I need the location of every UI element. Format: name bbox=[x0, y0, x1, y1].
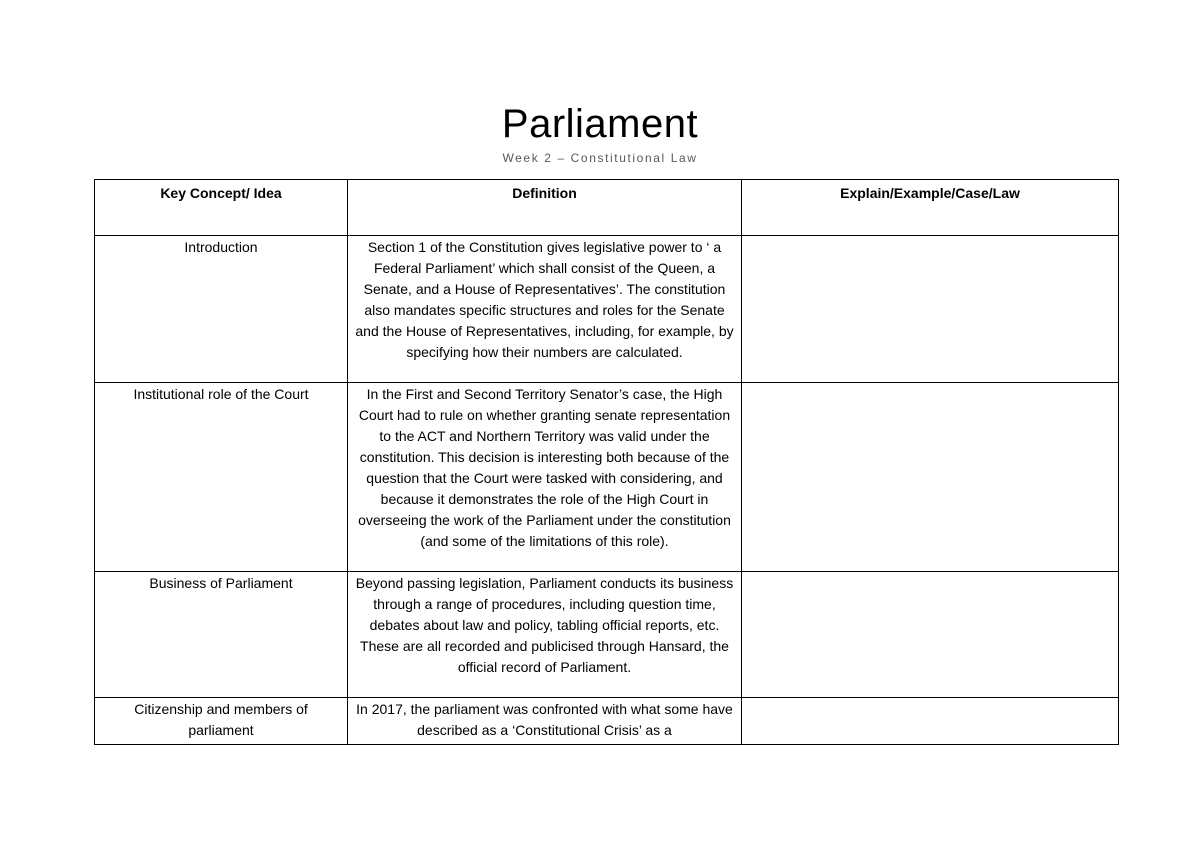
concept-cell: Institutional role of the Court bbox=[95, 383, 348, 572]
column-header-definition: Definition bbox=[348, 180, 742, 236]
page-subtitle: Week 2 – Constitutional Law bbox=[502, 151, 698, 165]
explain-cell bbox=[742, 236, 1119, 383]
column-header-key-concept: Key Concept/ Idea bbox=[95, 180, 348, 236]
explain-cell bbox=[742, 698, 1119, 745]
explain-cell bbox=[742, 383, 1119, 572]
table-header-row bbox=[95, 180, 1119, 236]
concept-table bbox=[94, 179, 1119, 745]
definition-cell: In 2017, the parliament was confronted with what some have described as a ‘Constitutional Crisis’ as a bbox=[348, 698, 742, 745]
definition-cell: Section 1 of the Constitution gives legislative power to ‘ a Federal Parliament’ which shall consist of the Queen, a Senate, and a House of Representatives’. The constitution also mandates specific structures and roles for the Senate and the House of Representatives, including, for example, by specifying how their numbers are calculated. bbox=[348, 236, 742, 383]
concept-cell: Business of Parliament bbox=[95, 572, 348, 698]
concept-cell: Citizenship and members of parliament bbox=[95, 698, 348, 745]
definition-cell: Beyond passing legislation, Parliament conducts its business through a range of procedures, including question time, debates about law and policy, tabling official reports, etc. These are all recorded and publicised through Hansard, the official record of Parliament. bbox=[348, 572, 742, 698]
concept-cell: Introduction bbox=[95, 236, 348, 383]
table-row bbox=[95, 236, 1119, 383]
table-row bbox=[95, 383, 1119, 572]
definition-cell: In the First and Second Territory Senator’s case, the High Court had to rule on whether granting senate representation to the ACT and Northern Territory was valid under the constitution. This decision is interesting both because of the question that the Court were tasked with considering, and because it demonstrates the role of the High Court in overseeing the work of the Parliament under the constitution (and some of the limitations of this role). bbox=[348, 383, 742, 572]
explain-cell bbox=[742, 572, 1119, 698]
table-row bbox=[95, 698, 1119, 745]
page-title: Parliament bbox=[501, 102, 699, 146]
column-header-explain: Explain/Example/Case/Law bbox=[742, 180, 1119, 236]
table-row bbox=[95, 572, 1119, 698]
